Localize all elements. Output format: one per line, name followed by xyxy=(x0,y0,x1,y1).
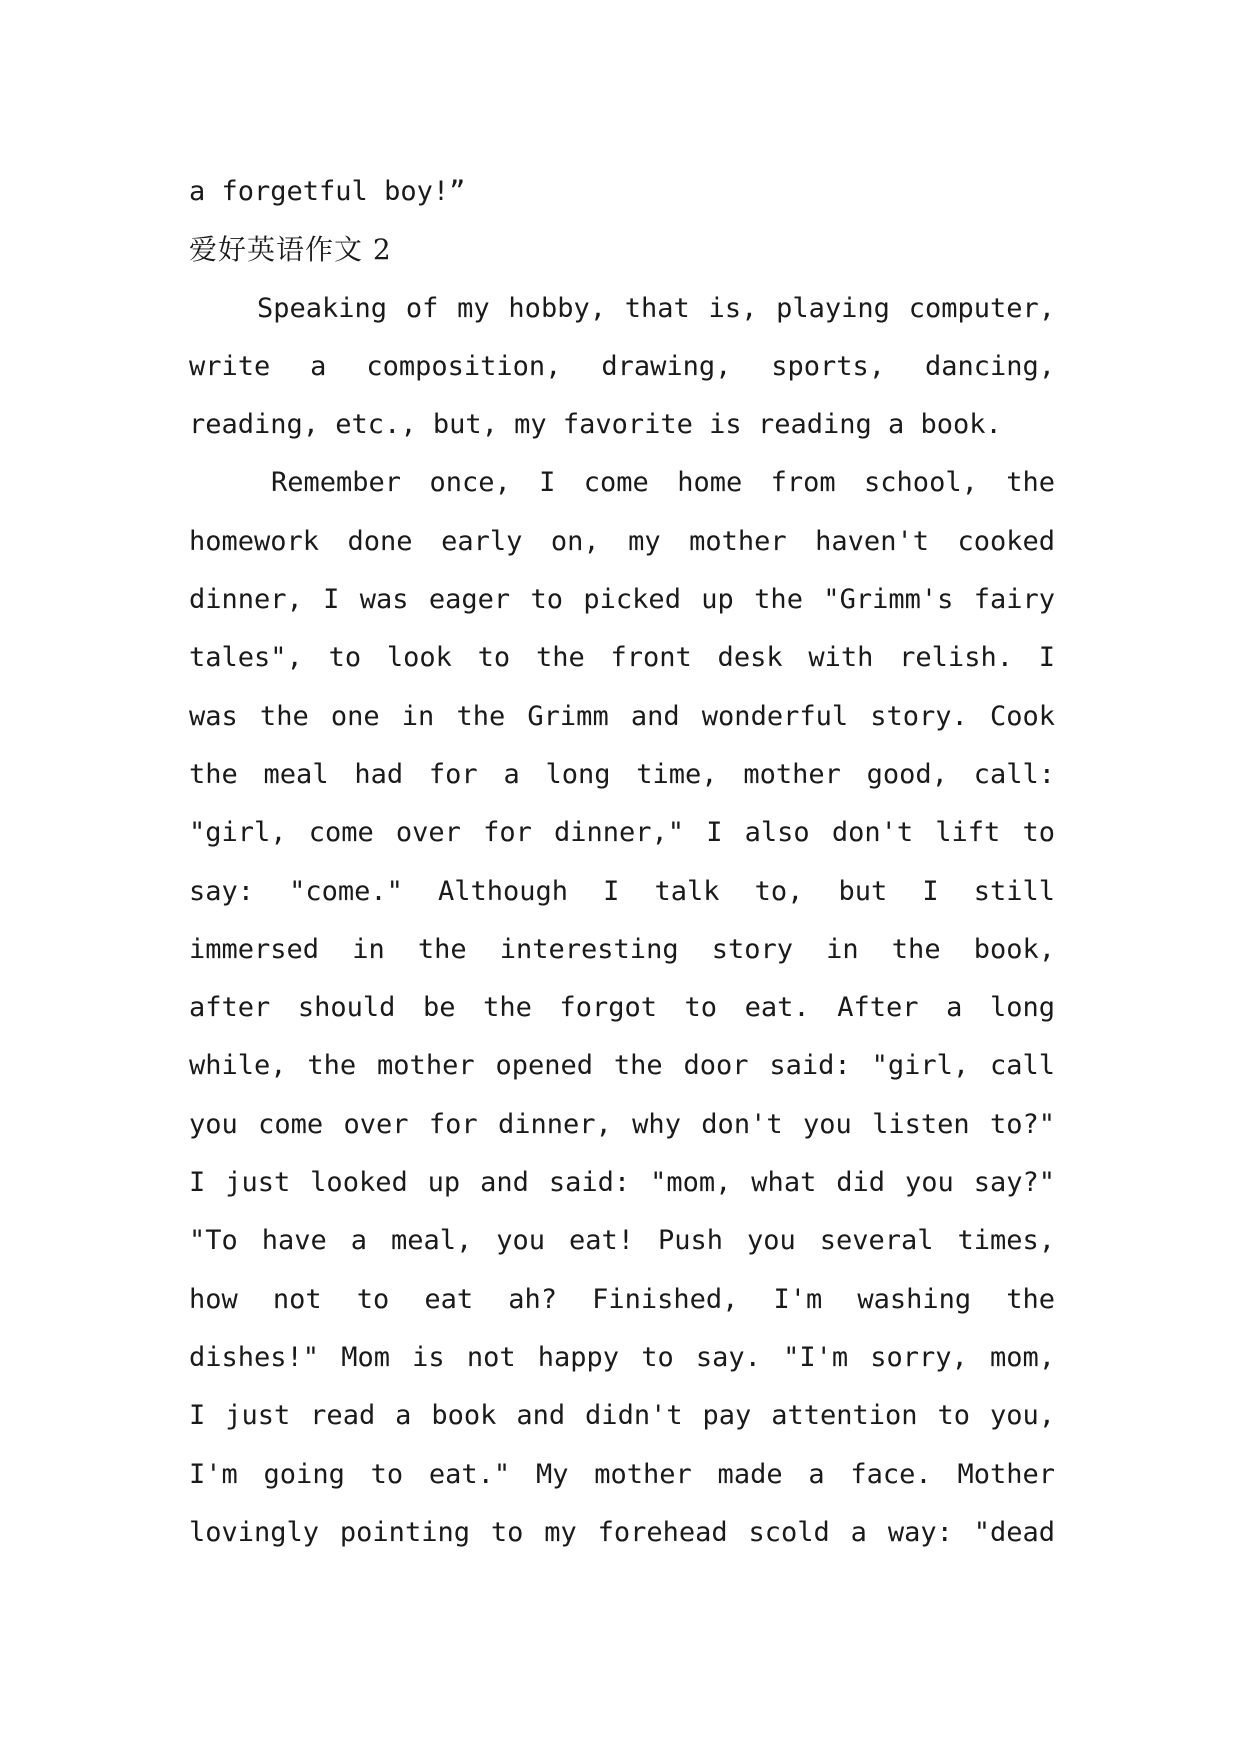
text-line: I just read a book and didn't pay attention to you, xyxy=(189,1400,1055,1432)
text-line: Remember once, I come home from school, the xyxy=(271,467,1055,499)
text-line: "To have a meal, you eat! Push you several times, xyxy=(189,1225,1055,1257)
text-line: "girl, come over for dinner," I also don't lift to xyxy=(189,817,1055,849)
text-line: I'm going to eat." My mother made a face. Mother xyxy=(189,1458,1055,1490)
text-line: how not to eat ah? Finished, I'm washing the xyxy=(189,1283,1055,1315)
text-line: immersed in the interesting story in the book, xyxy=(189,933,1055,965)
text-line: a forgetful boy!” xyxy=(189,176,466,207)
text-line: homework done early on, my mother haven't cooked xyxy=(189,525,1055,557)
text-line: reading, etc., but, my favorite is reading a book. xyxy=(189,409,1002,441)
text-line: say: "come." Although I talk to, but I still xyxy=(189,875,1055,907)
text-line: lovingly pointing to my forehead scold a way: "dead xyxy=(189,1516,1055,1548)
text-line: the meal had for a long time, mother good, call: xyxy=(189,758,1055,790)
text-line: after should be the forgot to eat. After a long xyxy=(189,992,1055,1024)
text-line: write a composition, drawing, sports, dancing, xyxy=(189,350,1055,382)
text-line: while, the mother opened the door said: "girl, call xyxy=(189,1050,1055,1082)
text-line: I just looked up and said: "mom, what did you say?" xyxy=(189,1167,1055,1199)
text-line: tales", to look to the front desk with relish. I xyxy=(189,642,1055,674)
text-line: dishes!" Mom is not happy to say. "I'm sorry, mom, xyxy=(189,1341,1055,1373)
section-heading: 爱好英语作文 2 xyxy=(189,233,392,267)
document-body xyxy=(189,163,1055,1562)
text-line: dinner, I was eager to picked up the "Grimm's fairy xyxy=(189,584,1055,616)
text-line: Speaking of my hobby, that is, playing computer, xyxy=(257,292,1055,324)
text-line: you come over for dinner, why don't you listen to?" xyxy=(189,1108,1055,1140)
text-line: was the one in the Grimm and wonderful story. Cook xyxy=(189,700,1055,732)
